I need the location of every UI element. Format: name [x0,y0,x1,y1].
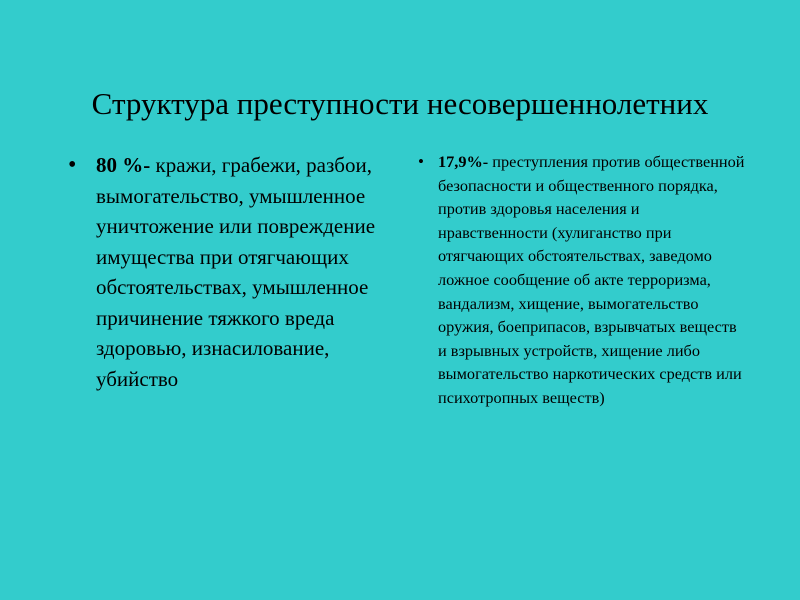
right-column [418,150,748,410]
bullet-item-17-9-percent [418,150,748,410]
left-column [68,150,398,394]
bullet-text [96,150,398,394]
crime-list-text: преступления против общественной безопасности и общественного порядка, против здоровья населения и нравственности (хулиганство при отягчающих обстоятельствах, заведомо ложное сообщение об акте терроризма, вандализм, хищение, вымогательство оружия, боеприпасов, взрывчатых веществ и взрывных устройств, хищение либо вымогательство наркотических средств или психотропных веществ) [438,152,745,407]
bullet-icon: • [418,152,424,171]
percent-label: 17,9%- [438,152,489,171]
bullet-item-80-percent [68,150,398,394]
slide-title: Структура преступности несовершеннолетних [91,86,709,121]
percent-label: 80 %- [96,153,151,177]
bullet-text [438,150,748,410]
bullet-icon: • [68,152,77,178]
crime-list-text: кражи, грабежи, разбои, вымогательство, умышленное уничтожение или повреждение имущества при отягчающих обстоятельствах, умышленное причинение тяжкого вреда здоровью, изнасилование, убийство [96,153,376,391]
